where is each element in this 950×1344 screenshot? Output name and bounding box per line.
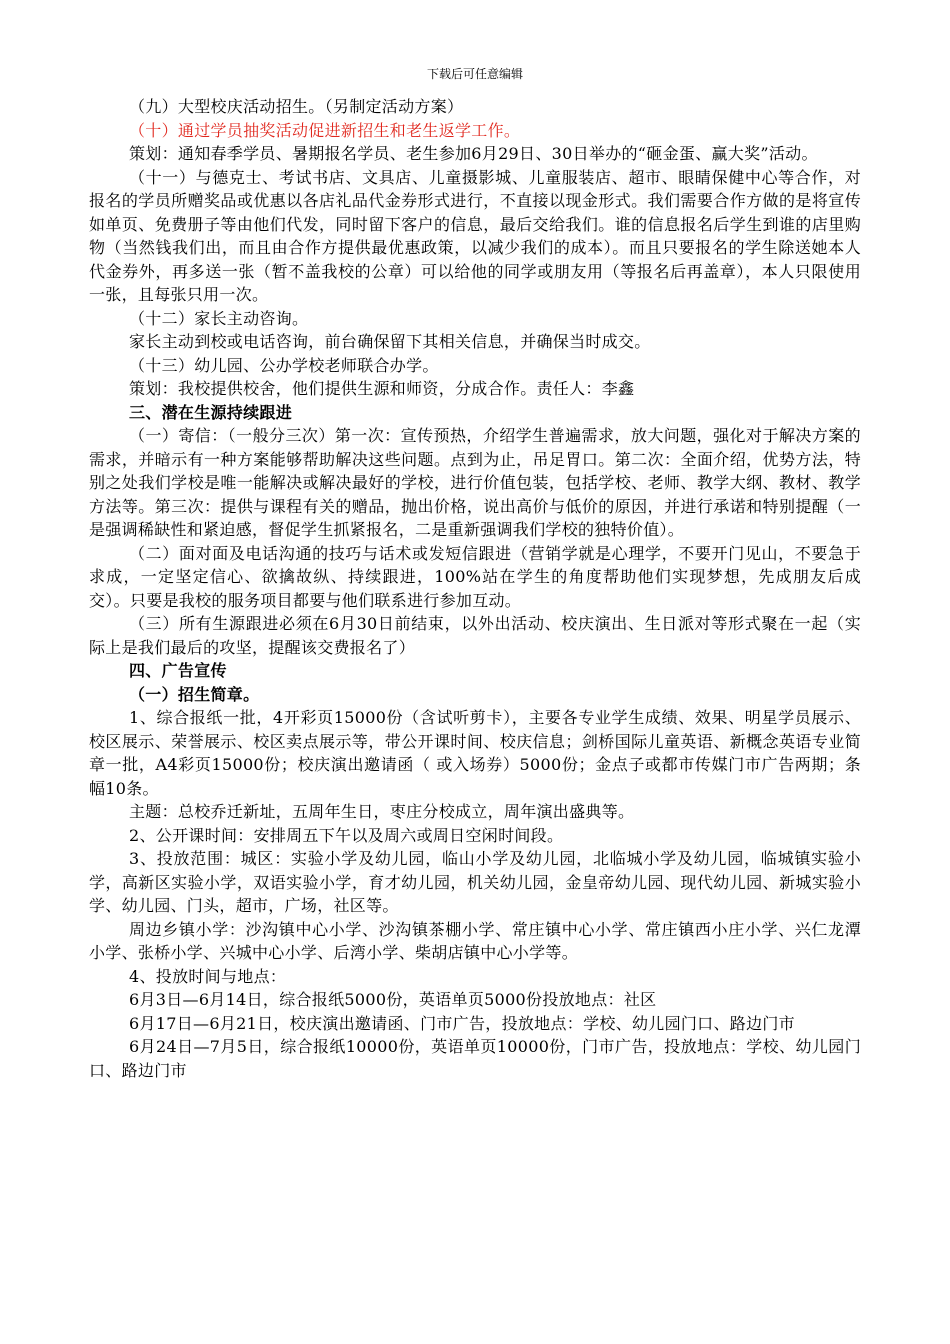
paragraph-item-9: （九）大型校庆活动招生。（另制定活动方案） (129, 97, 464, 116)
paragraph-schedule-heading: 4、投放时间与地点： (129, 966, 287, 986)
paragraph-scope-towns: 周边乡镇小学：沙沟镇中心小学、沙沟镇茶棚小学、常庄镇中心小学、常庄镇西小庄小学、兴仁龙潭小学、张桥小学、兴城中心小学、后湾小学、柴胡店镇中心小学等。 (89, 919, 861, 962)
paragraph-parent-consult: 家长主动到校或电话咨询，前台确保留下其相关信息，并确保当时成交。 (129, 332, 651, 351)
paragraph-planning-joint: 策划：我校提供校舍，他们提供生源和师资，分成合作。责任人：李鑫 (129, 379, 635, 398)
paragraph-item-10: （十）通过学员抽奖活动促进新招生和老生返学工作。 (129, 120, 521, 140)
paragraph-schedule-2: 6月17日—6月21日，校庆演出邀请函、门市广告，投放地点：学校、幼儿园门口、路边门市 (129, 1013, 795, 1033)
paragraph-item-11: （十一）与德克士、考试书店、文具店、儿童摄影城、儿童服装店、超市、眼睛保健中心等合作，对报名的学员所赠奖品或优惠以各店礼品代金券形式进行，不直接以现金形式。我们需要合作方做的是将宣传如单页、免费册子等由他们代发，同时留下客户的信息，最后交给我们。谁的信息报名后学生到谁的店里购物（当然钱我们出，而且由合作方提供最优惠政策，以减少我们的成本）。而且只要报名的学生除送她本人代金券外，再多送一张（暂不盖我校的公章）可以给他的同学或朋友用（等报名后再盖章），本人只限使用一张，且每张只用一次。 (89, 167, 861, 304)
paragraph-item-13: （十三）幼儿园、公办学校老师联合办学。 (129, 355, 439, 375)
paragraph-communication: （二）面对面及电话沟通的技巧与话术或发短信跟进（营销学就是心理学，不要开门见山，不要急于求成，一定坚定信心、欲擒故纵、持续跟进，100%站在学生的角度帮助他们实现梦想，先成朋友后成交）。只要是我校的服务项目都要与他们联系进行参加互动。 (89, 543, 861, 610)
paragraph-open-class: 2、公开课时间：安排周五下午以及周六或周日空闲时间段。 (129, 825, 564, 845)
paragraph-planning-lottery: 策划：通知春季学员、暑期报名学员、老生参加6月29日、30日举办的“砸金蛋、赢大奖”活动。 (129, 144, 818, 163)
paragraph-print-materials: 1、综合报纸一批，4开彩页15000份（含试听剪卡），主要各专业学生成绩、效果、明星学员展示、校区展示、荣誉展示、校区卖点展示等，带公开课时间、校庆信息；剑桥国际儿童英语、新概念英语专业简章一批，A4彩页15000份；校庆演出邀请函（ 或入场券）5000份；金点子或都市传媒门市广告两期；条幅10条。 (89, 708, 861, 798)
paragraph-item-12: （十二）家长主动咨询。 (129, 308, 309, 328)
section-heading-4: 四、广告宣传 (129, 661, 227, 680)
paragraph-letters: （一）寄信：（一般分三次）第一次：宣传预热，介绍学生普遍需求，放大问题，强化对于解决方案的需求，并暗示有一种方案能够帮助解决这些问题。点到为止，吊足胃口。第二次：全面介绍，优势方法，特别之处我们学校是唯一能解决或解决最好的学校，进行价值包装，包括学校、老师、教学大纲、教材、教学方法等。第三次：提供与课程有关的赠品，抛出价格，说出高价与低价的原因，并进行承诺和特别提醒（一是强调稀缺性和紧迫感，督促学生抓紧报名，二是重新强调我们学校的独特价值）。 (89, 426, 861, 539)
page-header: 下载后可任意编辑 (426, 67, 523, 81)
paragraph-deadline: （三）所有生源跟进必须在6月30日前结束，以外出活动、校庆演出、生日派对等形式聚在一起（实际上是我们最后的攻坚，提醒该交费报名了） (89, 614, 861, 657)
section-heading-3: 三、潜在生源持续跟进 (129, 402, 293, 422)
paragraph-schedule-1: 6月3日—6月14日，综合报纸5000份，英语单页5000份投放地点：社区 (129, 990, 657, 1009)
paragraph-schedule-3: 6月24日—7月5日，综合报纸10000份，英语单页10000份，门市广告，投放地点：学校、幼儿园门口、路边门市 (89, 1037, 861, 1080)
paragraph-theme: 主题：总校乔迁新址，五周年生日，枣庄分校成立，周年演出盛典等。 (129, 802, 635, 821)
subsection-heading-brochure: （一）招生简章。 (129, 684, 260, 704)
document-body (89, 95, 861, 1082)
paragraph-scope-city: 3、投放范围：城区：实验小学及幼儿园，临山小学及幼儿园，北临城小学及幼儿园，临城镇实验小学，高新区实验小学，双语实验小学，育才幼儿园，机关幼儿园，金皇帝幼儿园、现代幼儿园、新城实验小学、幼儿园、门头，超市，广场，社区等。 (89, 849, 861, 915)
